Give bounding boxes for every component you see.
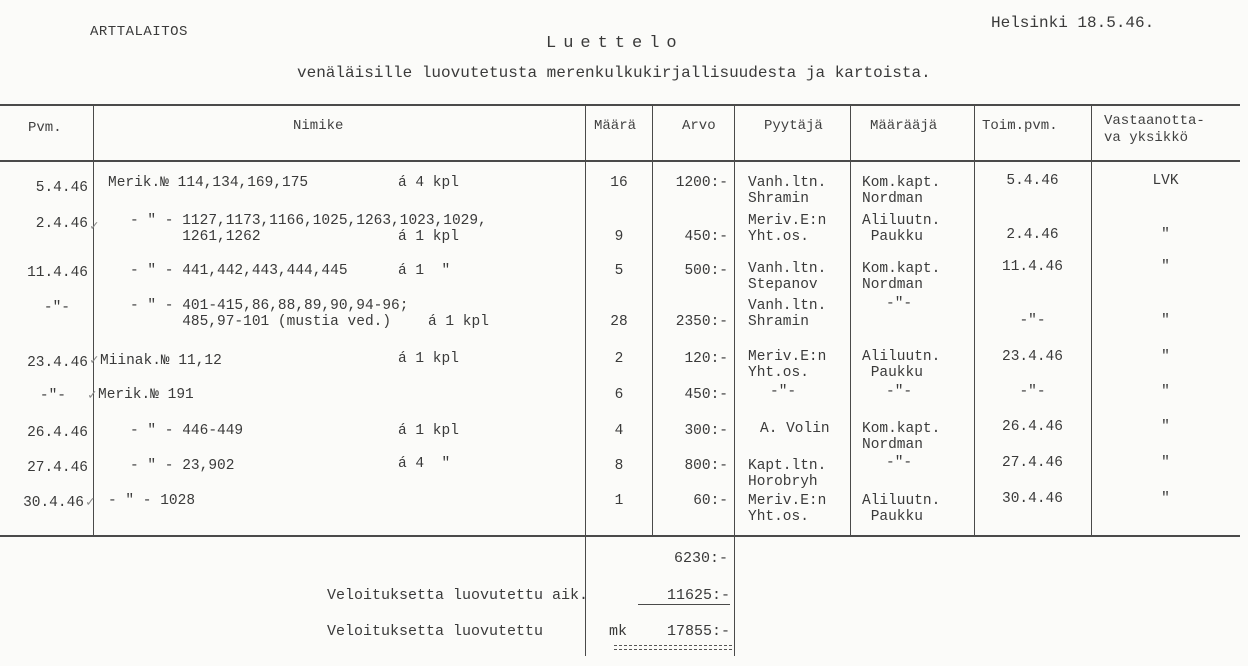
row-nimike: - " - 1127,1173,1166,1025,1263,1023,1029, 1261,1262 xyxy=(130,213,487,245)
row-maara: 8 xyxy=(614,458,624,474)
row-maaraaja: Aliluutn. Paukku xyxy=(862,349,941,381)
row-nimike: Miinak.№ 11,12 xyxy=(100,353,222,369)
row-nimike: - " - 441,442,443,444,445 xyxy=(130,263,348,279)
row-maaraaja: Kom.kapt. Nordman xyxy=(862,261,941,293)
row-kpl: á 1 kpl xyxy=(398,229,459,245)
row-maaraaja: -"- xyxy=(886,384,913,400)
organization-name: ARTTALAITOS xyxy=(90,24,188,40)
row-nimike: - " - 1028 xyxy=(108,493,196,509)
total-line2-value: 11625:- xyxy=(638,587,730,605)
row-pyytaja: Vanh.ltn. Stepanov xyxy=(748,261,827,293)
check-mark-icon: ✓ xyxy=(90,353,99,369)
total-sum: 6230:- xyxy=(673,550,728,567)
row-pvm: 23.4.46 xyxy=(27,355,88,371)
header-vastaanottaja-line1: Vastaanotta- xyxy=(1104,113,1205,129)
row-nimike: - " - 446-449 xyxy=(130,423,244,439)
row-pyytaja: Meriv.E:n Yht.os. xyxy=(748,349,827,381)
row-pvm: -"- xyxy=(43,300,70,316)
row-pvm: -"- xyxy=(39,388,66,404)
row-arvo: 2350:- xyxy=(675,314,728,330)
double-underline xyxy=(614,645,732,650)
row-maaraaja: Aliluutn. Paukku xyxy=(862,213,941,245)
row-nimike: Merik.№ 191 xyxy=(98,387,194,403)
row-kpl: á 1 kpl xyxy=(398,423,459,439)
row-pyytaja: Kapt.ltn. Horobryh xyxy=(748,458,827,490)
row-pvm: 27.4.46 xyxy=(27,460,88,476)
row-maara: 6 xyxy=(614,387,624,403)
place-date: Helsinki 18.5.46. xyxy=(991,14,1155,32)
row-toimpvm: 30.4.46 xyxy=(1002,491,1063,507)
row-pyytaja: Meriv.E:n Yht.os. xyxy=(748,493,827,525)
row-kpl: á 1 kpl xyxy=(398,351,459,367)
row-maara: 4 xyxy=(614,423,624,439)
row-pvm: 26.4.46 xyxy=(27,425,88,441)
row-pyytaja: -"- xyxy=(770,384,797,400)
row-yksikko: " xyxy=(1161,313,1170,329)
check-mark-icon: ✓ xyxy=(88,388,97,404)
row-nimike: Merik.№ 114,134,169,175 xyxy=(108,175,309,191)
row-maara: 2 xyxy=(614,351,624,367)
row-maara: 5 xyxy=(614,263,624,279)
total-line3-unit: mk xyxy=(609,623,628,640)
row-yksikko: " xyxy=(1161,227,1170,243)
row-yksikko: " xyxy=(1161,491,1170,507)
row-pyytaja: A. Volin xyxy=(760,421,830,437)
header-maaraaja: Määrääjä xyxy=(870,118,938,134)
row-pvm: 30.4.46 xyxy=(23,495,84,511)
row-toimpvm: 27.4.46 xyxy=(1002,455,1063,471)
col-divider xyxy=(850,104,851,536)
col-divider xyxy=(734,104,735,656)
row-pyytaja: Meriv.E:n Yht.os. xyxy=(748,213,827,245)
row-toimpvm: 26.4.46 xyxy=(1002,419,1063,435)
row-pvm: 2.4.46 xyxy=(35,216,88,232)
table-top-rule xyxy=(0,104,1240,106)
row-maara: 28 xyxy=(610,314,628,330)
row-maaraaja: -"- xyxy=(886,296,913,312)
row-toimpvm: 5.4.46 xyxy=(1006,173,1059,189)
header-vastaanottaja-line2: va yksikkö xyxy=(1104,130,1189,146)
header-maara: Määrä xyxy=(594,118,637,134)
table-header-rule xyxy=(0,160,1240,162)
row-yksikko: " xyxy=(1161,384,1170,400)
table-bottom-rule xyxy=(0,535,1240,537)
row-yksikko: " xyxy=(1161,455,1170,471)
row-toimpvm: 11.4.46 xyxy=(1002,259,1063,275)
row-maaraaja: Aliluutn. Paukku xyxy=(862,493,941,525)
row-toimpvm: -"- xyxy=(1019,384,1046,400)
row-nimike: - " - 401-415,86,88,89,90,94-96; 485,97-101 (mustia ved.) xyxy=(130,298,409,330)
row-pyytaja: Vanh.ltn. Shramin xyxy=(748,175,827,207)
total-line3-value: 17855:- xyxy=(666,623,730,640)
row-maaraaja: Kom.kapt. Nordman xyxy=(862,421,941,453)
row-yksikko: " xyxy=(1161,419,1170,435)
header-arvo: Arvo xyxy=(682,118,716,134)
row-kpl: á 4 " xyxy=(398,456,451,472)
header-vastaanottaja xyxy=(1104,113,1205,147)
row-yksikko: " xyxy=(1161,259,1170,275)
check-mark-icon: ✓ xyxy=(90,219,99,235)
row-kpl: á 1 kpl xyxy=(428,314,489,330)
row-maara: 9 xyxy=(614,229,624,245)
col-divider xyxy=(93,104,94,536)
row-kpl: á 1 " xyxy=(398,263,451,279)
row-yksikko: " xyxy=(1161,349,1170,365)
row-pyytaja: Vanh.ltn. Shramin xyxy=(748,298,827,330)
row-arvo: 800:- xyxy=(684,458,728,474)
header-nimike: Nimike xyxy=(293,118,344,134)
row-arvo: 60:- xyxy=(693,493,728,509)
row-arvo: 1200:- xyxy=(675,175,728,191)
row-toimpvm: 23.4.46 xyxy=(1002,349,1063,365)
row-arvo: 500:- xyxy=(684,263,728,279)
document-subtitle: venäläisille luovutetusta merenkulkukirjallisuudesta ja kartoista. xyxy=(297,64,931,82)
header-toimpvm: Toim.pvm. xyxy=(982,118,1058,134)
row-arvo: 450:- xyxy=(684,387,728,403)
row-toimpvm: -"- xyxy=(1019,313,1046,329)
document-title: Luettelo xyxy=(546,34,684,53)
row-toimpvm: 2.4.46 xyxy=(1006,227,1059,243)
row-pvm: 5.4.46 xyxy=(35,180,88,196)
row-nimike: - " - 23,902 xyxy=(130,458,235,474)
row-arvo: 450:- xyxy=(684,229,728,245)
row-kpl: á 4 kpl xyxy=(398,175,459,191)
row-arvo: 300:- xyxy=(684,423,728,439)
total-line2-label: Veloituksetta luovutettu aik. xyxy=(327,587,589,604)
row-pvm: 11.4.46 xyxy=(27,265,88,281)
total-line3-label: Veloituksetta luovutettu xyxy=(327,623,544,640)
check-mark-icon: ✓ xyxy=(86,495,95,511)
header-pyytaja: Pyytäjä xyxy=(764,118,823,134)
row-maaraaja: Kom.kapt. Nordman xyxy=(862,175,941,207)
row-arvo: 120:- xyxy=(684,351,728,367)
row-maara: 1 xyxy=(614,493,624,509)
row-yksikko: LVK xyxy=(1152,173,1179,189)
row-maara: 16 xyxy=(610,175,628,191)
row-maaraaja: -"- xyxy=(886,455,913,471)
header-pvm: Pvm. xyxy=(28,120,62,136)
